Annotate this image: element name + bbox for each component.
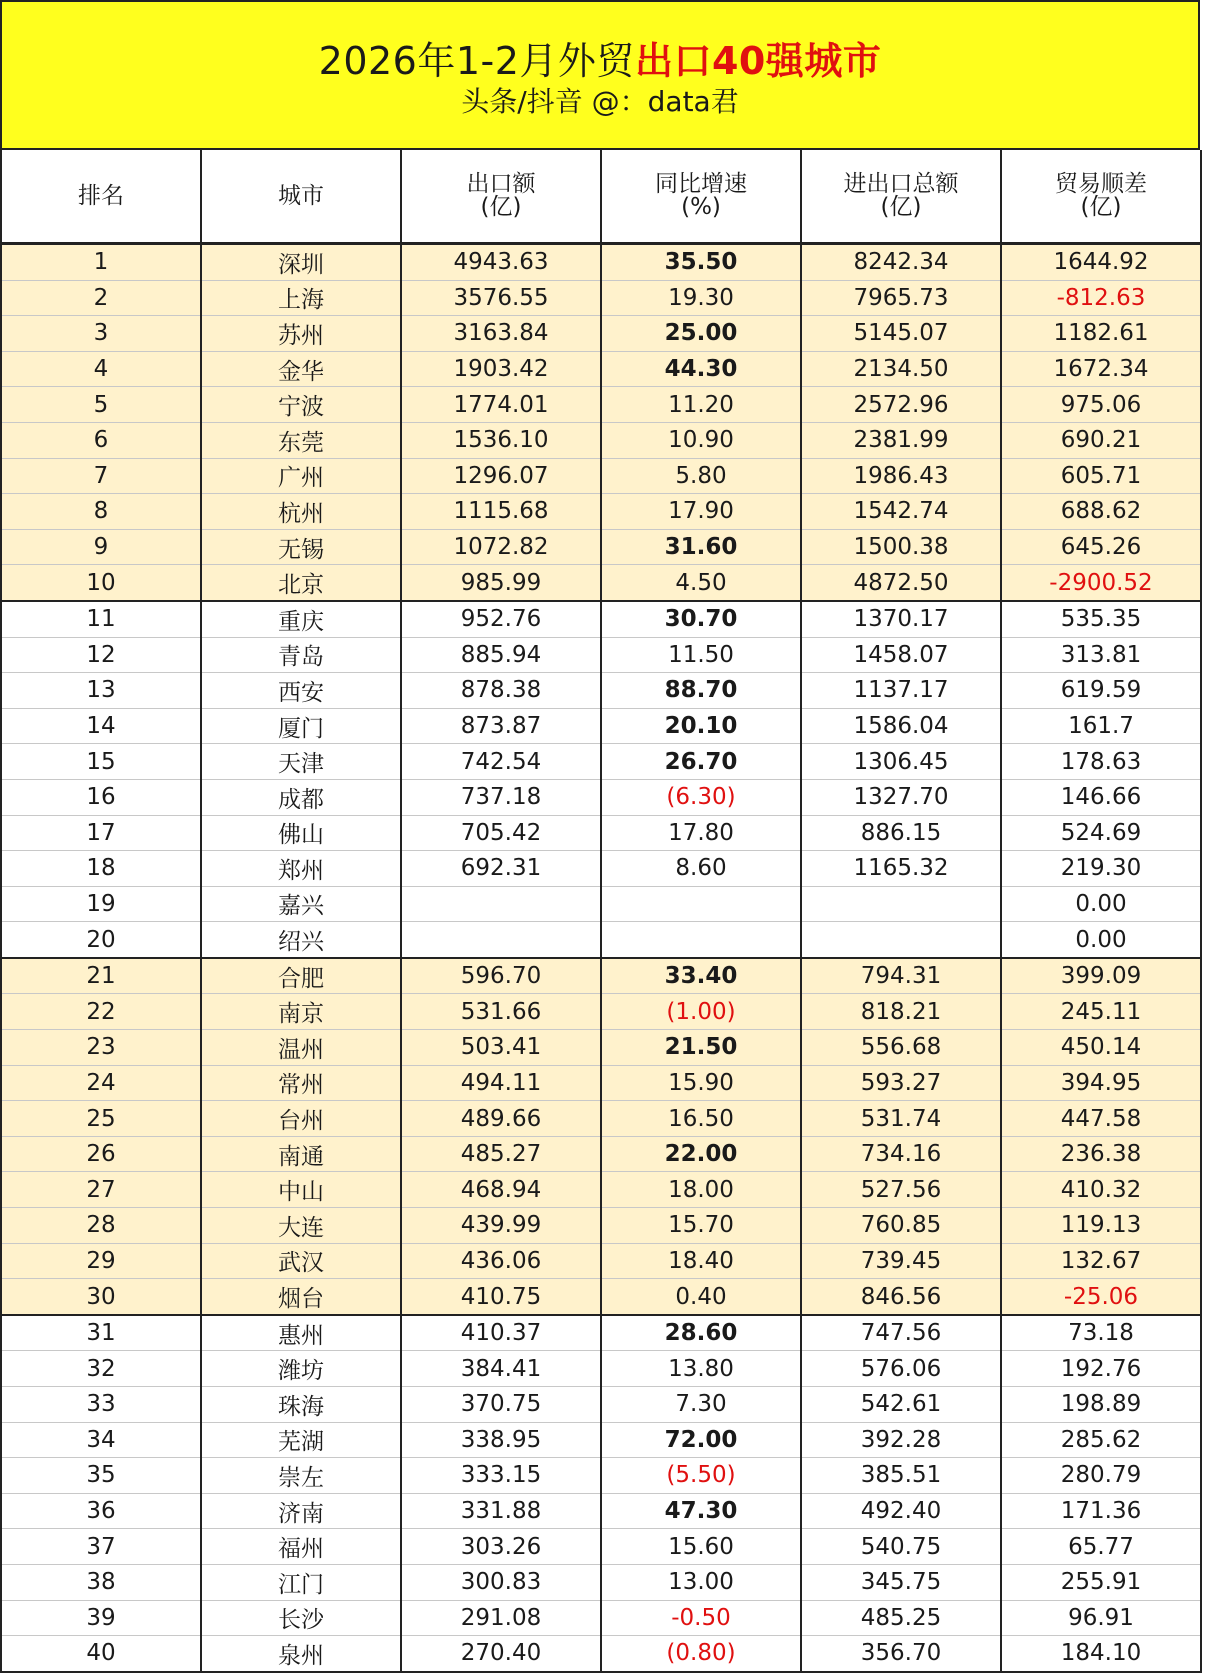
cell-city: 惠州 bbox=[201, 1315, 401, 1351]
cell-rank: 12 bbox=[1, 637, 201, 673]
cell-city: 南通 bbox=[201, 1136, 401, 1172]
cell-growth: 7.30 bbox=[601, 1387, 801, 1423]
cell-rank: 40 bbox=[1, 1636, 201, 1672]
cell-trade-surplus: 219.30 bbox=[1001, 851, 1201, 887]
cell-rank: 17 bbox=[1, 815, 201, 851]
cell-city: 杭州 bbox=[201, 494, 401, 530]
cell-city: 郑州 bbox=[201, 851, 401, 887]
cell-export: 1072.82 bbox=[401, 529, 601, 565]
table-row bbox=[1, 1636, 1201, 1672]
cell-trade-surplus: 171.36 bbox=[1001, 1493, 1201, 1529]
cell-growth: 72.00 bbox=[601, 1422, 801, 1458]
cell-total-trade: 356.70 bbox=[801, 1636, 1001, 1672]
cell-total-trade: 527.56 bbox=[801, 1172, 1001, 1208]
cell-trade-surplus: 65.77 bbox=[1001, 1529, 1201, 1565]
cell-city: 西安 bbox=[201, 673, 401, 709]
cell-export: 1115.68 bbox=[401, 494, 601, 530]
table-row bbox=[1, 958, 1201, 994]
cell-total-trade: 886.15 bbox=[801, 815, 1001, 851]
cell-city: 佛山 bbox=[201, 815, 401, 851]
cell-total-trade: 734.16 bbox=[801, 1136, 1001, 1172]
cell-city: 东莞 bbox=[201, 422, 401, 458]
cell-total-trade: 8242.34 bbox=[801, 244, 1001, 281]
cell-growth: 11.50 bbox=[601, 637, 801, 673]
cell-trade-surplus: -2900.52 bbox=[1001, 565, 1201, 601]
cell-rank: 29 bbox=[1, 1243, 201, 1279]
table-row bbox=[1, 316, 1201, 352]
cell-city: 武汉 bbox=[201, 1243, 401, 1279]
cell-city: 重庆 bbox=[201, 601, 401, 637]
cell-total-trade: 1986.43 bbox=[801, 458, 1001, 494]
cell-growth: 15.90 bbox=[601, 1065, 801, 1101]
cell-total-trade: 485.25 bbox=[801, 1600, 1001, 1636]
cell-trade-surplus: 447.58 bbox=[1001, 1101, 1201, 1137]
cell-rank: 18 bbox=[1, 851, 201, 887]
cell-city: 济南 bbox=[201, 1493, 401, 1529]
table-row bbox=[1, 922, 1201, 958]
cell-city: 中山 bbox=[201, 1172, 401, 1208]
cell-rank: 39 bbox=[1, 1600, 201, 1636]
cell-growth: 31.60 bbox=[601, 529, 801, 565]
cell-total-trade: 556.68 bbox=[801, 1030, 1001, 1066]
cell-trade-surplus: 605.71 bbox=[1001, 458, 1201, 494]
table-row bbox=[1, 529, 1201, 565]
cell-trade-surplus: 245.11 bbox=[1001, 994, 1201, 1030]
cell-total-trade: 747.56 bbox=[801, 1315, 1001, 1351]
cell-trade-surplus: 0.00 bbox=[1001, 886, 1201, 922]
cell-rank: 20 bbox=[1, 922, 201, 958]
cell-city: 南京 bbox=[201, 994, 401, 1030]
cell-growth: (5.50) bbox=[601, 1458, 801, 1494]
table-row bbox=[1, 1030, 1201, 1066]
table-row bbox=[1, 1493, 1201, 1529]
cell-total-trade: 760.85 bbox=[801, 1208, 1001, 1244]
cell-export: 705.42 bbox=[401, 815, 601, 851]
cell-city: 上海 bbox=[201, 280, 401, 316]
cell-export: 489.66 bbox=[401, 1101, 601, 1137]
cell-export: 303.26 bbox=[401, 1529, 601, 1565]
cell-city: 温州 bbox=[201, 1030, 401, 1066]
cell-export: 737.18 bbox=[401, 779, 601, 815]
cell-city: 长沙 bbox=[201, 1600, 401, 1636]
cell-export: 331.88 bbox=[401, 1493, 601, 1529]
cell-trade-surplus: 161.7 bbox=[1001, 708, 1201, 744]
cell-trade-surplus: 236.38 bbox=[1001, 1136, 1201, 1172]
cell-export: 439.99 bbox=[401, 1208, 601, 1244]
table-row bbox=[1, 244, 1201, 281]
cell-growth: 4.50 bbox=[601, 565, 801, 601]
cell-trade-surplus: 285.62 bbox=[1001, 1422, 1201, 1458]
cell-city: 苏州 bbox=[201, 316, 401, 352]
cell-rank: 27 bbox=[1, 1172, 201, 1208]
table-row bbox=[1, 708, 1201, 744]
cell-export: 985.99 bbox=[401, 565, 601, 601]
cell-export: 3163.84 bbox=[401, 316, 601, 352]
cell-growth: 47.30 bbox=[601, 1493, 801, 1529]
cell-trade-surplus: 688.62 bbox=[1001, 494, 1201, 530]
cell-trade-surplus: 255.91 bbox=[1001, 1564, 1201, 1600]
cell-export: 503.41 bbox=[401, 1030, 601, 1066]
cell-trade-surplus: 410.32 bbox=[1001, 1172, 1201, 1208]
cell-total-trade: 2572.96 bbox=[801, 387, 1001, 423]
export-ranking-table bbox=[0, 150, 1202, 1673]
cell-rank: 32 bbox=[1, 1351, 201, 1387]
cell-total-trade: 7965.73 bbox=[801, 280, 1001, 316]
cell-city: 厦门 bbox=[201, 708, 401, 744]
cell-total-trade bbox=[801, 886, 1001, 922]
table-row bbox=[1, 1458, 1201, 1494]
cell-export: 410.75 bbox=[401, 1279, 601, 1315]
table-row bbox=[1, 1564, 1201, 1600]
cell-city: 台州 bbox=[201, 1101, 401, 1137]
cell-total-trade: 345.75 bbox=[801, 1564, 1001, 1600]
cell-rank: 16 bbox=[1, 779, 201, 815]
cell-city: 常州 bbox=[201, 1065, 401, 1101]
cell-trade-surplus: 975.06 bbox=[1001, 387, 1201, 423]
cell-rank: 25 bbox=[1, 1101, 201, 1137]
cell-growth: 33.40 bbox=[601, 958, 801, 994]
cell-export: 436.06 bbox=[401, 1243, 601, 1279]
table-row bbox=[1, 387, 1201, 423]
cell-trade-surplus: 535.35 bbox=[1001, 601, 1201, 637]
cell-city: 天津 bbox=[201, 744, 401, 780]
table-row bbox=[1, 601, 1201, 637]
cell-growth: 8.60 bbox=[601, 851, 801, 887]
cell-total-trade: 1458.07 bbox=[801, 637, 1001, 673]
cell-city: 无锡 bbox=[201, 529, 401, 565]
cell-total-trade: 4872.50 bbox=[801, 565, 1001, 601]
table-row bbox=[1, 458, 1201, 494]
cell-trade-surplus: 73.18 bbox=[1001, 1315, 1201, 1351]
cell-growth: 13.00 bbox=[601, 1564, 801, 1600]
cell-trade-surplus: 192.76 bbox=[1001, 1351, 1201, 1387]
cell-rank: 14 bbox=[1, 708, 201, 744]
cell-total-trade: 593.27 bbox=[801, 1065, 1001, 1101]
column-header-growth: 同比增速 (%) bbox=[601, 150, 801, 244]
column-header-city: 城市 bbox=[201, 150, 401, 244]
cell-growth: 19.30 bbox=[601, 280, 801, 316]
cell-growth: 0.40 bbox=[601, 1279, 801, 1315]
cell-rank: 3 bbox=[1, 316, 201, 352]
cell-rank: 2 bbox=[1, 280, 201, 316]
cell-export: 270.40 bbox=[401, 1636, 601, 1672]
cell-growth: 30.70 bbox=[601, 601, 801, 637]
table-row bbox=[1, 1208, 1201, 1244]
table-row bbox=[1, 994, 1201, 1030]
cell-rank: 10 bbox=[1, 565, 201, 601]
column-header-trade-surplus: 贸易顺差 (亿) bbox=[1001, 150, 1201, 244]
cell-export: 878.38 bbox=[401, 673, 601, 709]
cell-city: 大连 bbox=[201, 1208, 401, 1244]
column-header-export: 出口额 (亿) bbox=[401, 150, 601, 244]
cell-city: 嘉兴 bbox=[201, 886, 401, 922]
cell-total-trade: 1586.04 bbox=[801, 708, 1001, 744]
cell-export: 1296.07 bbox=[401, 458, 601, 494]
cell-rank: 8 bbox=[1, 494, 201, 530]
cell-growth: 10.90 bbox=[601, 422, 801, 458]
cell-growth: 28.60 bbox=[601, 1315, 801, 1351]
cell-total-trade: 385.51 bbox=[801, 1458, 1001, 1494]
cell-total-trade: 818.21 bbox=[801, 994, 1001, 1030]
cell-city: 深圳 bbox=[201, 244, 401, 281]
table-row bbox=[1, 1136, 1201, 1172]
table-row bbox=[1, 1422, 1201, 1458]
cell-export: 952.76 bbox=[401, 601, 601, 637]
cell-growth: 26.70 bbox=[601, 744, 801, 780]
cell-rank: 5 bbox=[1, 387, 201, 423]
table-header-row bbox=[1, 150, 1201, 244]
cell-rank: 11 bbox=[1, 601, 201, 637]
table-row bbox=[1, 886, 1201, 922]
cell-city: 江门 bbox=[201, 1564, 401, 1600]
cell-export: 3576.55 bbox=[401, 280, 601, 316]
table-row bbox=[1, 1172, 1201, 1208]
cell-export: 596.70 bbox=[401, 958, 601, 994]
cell-city: 宁波 bbox=[201, 387, 401, 423]
table-row bbox=[1, 1387, 1201, 1423]
cell-growth bbox=[601, 922, 801, 958]
cell-city: 绍兴 bbox=[201, 922, 401, 958]
cell-rank: 37 bbox=[1, 1529, 201, 1565]
title-banner bbox=[0, 0, 1200, 150]
table-row bbox=[1, 1600, 1201, 1636]
cell-trade-surplus: 119.13 bbox=[1001, 1208, 1201, 1244]
cell-growth: 88.70 bbox=[601, 673, 801, 709]
cell-export: 1536.10 bbox=[401, 422, 601, 458]
cell-export: 468.94 bbox=[401, 1172, 601, 1208]
table-row bbox=[1, 494, 1201, 530]
cell-export: 370.75 bbox=[401, 1387, 601, 1423]
table-row bbox=[1, 1065, 1201, 1101]
cell-rank: 31 bbox=[1, 1315, 201, 1351]
cell-rank: 15 bbox=[1, 744, 201, 780]
cell-total-trade: 1327.70 bbox=[801, 779, 1001, 815]
table-row bbox=[1, 1101, 1201, 1137]
cell-city: 烟台 bbox=[201, 1279, 401, 1315]
cell-export: 1774.01 bbox=[401, 387, 601, 423]
cell-trade-surplus: 450.14 bbox=[1001, 1030, 1201, 1066]
cell-total-trade: 2134.50 bbox=[801, 351, 1001, 387]
cell-rank: 34 bbox=[1, 1422, 201, 1458]
cell-total-trade: 1370.17 bbox=[801, 601, 1001, 637]
cell-total-trade: 794.31 bbox=[801, 958, 1001, 994]
cell-rank: 1 bbox=[1, 244, 201, 281]
cell-total-trade: 1165.32 bbox=[801, 851, 1001, 887]
cell-total-trade: 846.56 bbox=[801, 1279, 1001, 1315]
cell-rank: 6 bbox=[1, 422, 201, 458]
cell-growth: (1.00) bbox=[601, 994, 801, 1030]
cell-growth: 35.50 bbox=[601, 244, 801, 281]
title-prefix: 2026年1-2月外贸 bbox=[318, 39, 635, 83]
cell-trade-surplus: 645.26 bbox=[1001, 529, 1201, 565]
cell-growth: (6.30) bbox=[601, 779, 801, 815]
cell-total-trade: 392.28 bbox=[801, 1422, 1001, 1458]
table-row bbox=[1, 851, 1201, 887]
table-row bbox=[1, 1315, 1201, 1351]
table-row bbox=[1, 815, 1201, 851]
cell-export: 885.94 bbox=[401, 637, 601, 673]
cell-growth bbox=[601, 886, 801, 922]
cell-city: 潍坊 bbox=[201, 1351, 401, 1387]
cell-export: 494.11 bbox=[401, 1065, 601, 1101]
cell-city: 北京 bbox=[201, 565, 401, 601]
table-row bbox=[1, 1351, 1201, 1387]
cell-city: 青岛 bbox=[201, 637, 401, 673]
cell-total-trade: 1542.74 bbox=[801, 494, 1001, 530]
table-row bbox=[1, 565, 1201, 601]
table-row bbox=[1, 637, 1201, 673]
table-row bbox=[1, 744, 1201, 780]
cell-export: 384.41 bbox=[401, 1351, 601, 1387]
cell-export: 531.66 bbox=[401, 994, 601, 1030]
cell-rank: 9 bbox=[1, 529, 201, 565]
cell-city: 广州 bbox=[201, 458, 401, 494]
table-row bbox=[1, 1529, 1201, 1565]
table-body bbox=[1, 244, 1201, 1672]
cell-export bbox=[401, 922, 601, 958]
cell-total-trade: 739.45 bbox=[801, 1243, 1001, 1279]
cell-city: 成都 bbox=[201, 779, 401, 815]
cell-growth: -0.50 bbox=[601, 1600, 801, 1636]
cell-growth: 18.40 bbox=[601, 1243, 801, 1279]
cell-growth: 18.00 bbox=[601, 1172, 801, 1208]
cell-city: 金华 bbox=[201, 351, 401, 387]
cell-growth: 16.50 bbox=[601, 1101, 801, 1137]
cell-growth: 44.30 bbox=[601, 351, 801, 387]
cell-growth: 22.00 bbox=[601, 1136, 801, 1172]
cell-rank: 7 bbox=[1, 458, 201, 494]
cell-trade-surplus: 280.79 bbox=[1001, 1458, 1201, 1494]
cell-export: 873.87 bbox=[401, 708, 601, 744]
column-header-rank: 排名 bbox=[1, 150, 201, 244]
cell-total-trade bbox=[801, 922, 1001, 958]
cell-city: 泉州 bbox=[201, 1636, 401, 1672]
column-header-total-trade: 进出口总额 (亿) bbox=[801, 150, 1001, 244]
cell-rank: 28 bbox=[1, 1208, 201, 1244]
cell-trade-surplus: 178.63 bbox=[1001, 744, 1201, 780]
cell-city: 福州 bbox=[201, 1529, 401, 1565]
cell-export: 742.54 bbox=[401, 744, 601, 780]
cell-export: 692.31 bbox=[401, 851, 601, 887]
cell-total-trade: 2381.99 bbox=[801, 422, 1001, 458]
cell-growth: 11.20 bbox=[601, 387, 801, 423]
cell-trade-surplus: 399.09 bbox=[1001, 958, 1201, 994]
cell-total-trade: 531.74 bbox=[801, 1101, 1001, 1137]
cell-export: 4943.63 bbox=[401, 244, 601, 281]
cell-trade-surplus: 146.66 bbox=[1001, 779, 1201, 815]
cell-rank: 19 bbox=[1, 886, 201, 922]
cell-city: 合肥 bbox=[201, 958, 401, 994]
cell-trade-surplus: 524.69 bbox=[1001, 815, 1201, 851]
cell-trade-surplus: 1182.61 bbox=[1001, 316, 1201, 352]
cell-rank: 38 bbox=[1, 1564, 201, 1600]
cell-rank: 21 bbox=[1, 958, 201, 994]
cell-rank: 26 bbox=[1, 1136, 201, 1172]
cell-trade-surplus: 313.81 bbox=[1001, 637, 1201, 673]
cell-trade-surplus: -25.06 bbox=[1001, 1279, 1201, 1315]
cell-trade-surplus: 690.21 bbox=[1001, 422, 1201, 458]
cell-export: 300.83 bbox=[401, 1564, 601, 1600]
table-row bbox=[1, 1243, 1201, 1279]
cell-growth: 13.80 bbox=[601, 1351, 801, 1387]
cell-export: 1903.42 bbox=[401, 351, 601, 387]
cell-city: 珠海 bbox=[201, 1387, 401, 1423]
cell-growth: 15.60 bbox=[601, 1529, 801, 1565]
cell-trade-surplus: 184.10 bbox=[1001, 1636, 1201, 1672]
cell-trade-surplus: 1672.34 bbox=[1001, 351, 1201, 387]
cell-city: 芜湖 bbox=[201, 1422, 401, 1458]
page-subtitle: 头条/抖音 @：data君 bbox=[461, 85, 739, 118]
cell-rank: 33 bbox=[1, 1387, 201, 1423]
cell-growth: 17.80 bbox=[601, 815, 801, 851]
cell-rank: 24 bbox=[1, 1065, 201, 1101]
cell-export: 410.37 bbox=[401, 1315, 601, 1351]
cell-total-trade: 5145.07 bbox=[801, 316, 1001, 352]
cell-rank: 22 bbox=[1, 994, 201, 1030]
cell-export: 485.27 bbox=[401, 1136, 601, 1172]
cell-trade-surplus: -812.63 bbox=[1001, 280, 1201, 316]
cell-total-trade: 540.75 bbox=[801, 1529, 1001, 1565]
cell-total-trade: 1500.38 bbox=[801, 529, 1001, 565]
table-row bbox=[1, 673, 1201, 709]
cell-trade-surplus: 198.89 bbox=[1001, 1387, 1201, 1423]
cell-growth: 20.10 bbox=[601, 708, 801, 744]
cell-growth: 15.70 bbox=[601, 1208, 801, 1244]
cell-trade-surplus: 0.00 bbox=[1001, 922, 1201, 958]
table-row bbox=[1, 351, 1201, 387]
cell-rank: 13 bbox=[1, 673, 201, 709]
table-row bbox=[1, 280, 1201, 316]
cell-trade-surplus: 96.91 bbox=[1001, 1600, 1201, 1636]
cell-export: 291.08 bbox=[401, 1600, 601, 1636]
cell-trade-surplus: 394.95 bbox=[1001, 1065, 1201, 1101]
cell-total-trade: 1306.45 bbox=[801, 744, 1001, 780]
cell-export: 338.95 bbox=[401, 1422, 601, 1458]
cell-growth: 25.00 bbox=[601, 316, 801, 352]
cell-rank: 36 bbox=[1, 1493, 201, 1529]
table-row bbox=[1, 779, 1201, 815]
cell-total-trade: 1137.17 bbox=[801, 673, 1001, 709]
cell-growth: 17.90 bbox=[601, 494, 801, 530]
cell-trade-surplus: 132.67 bbox=[1001, 1243, 1201, 1279]
cell-trade-surplus: 1644.92 bbox=[1001, 244, 1201, 281]
cell-rank: 4 bbox=[1, 351, 201, 387]
cell-rank: 30 bbox=[1, 1279, 201, 1315]
table-row bbox=[1, 1279, 1201, 1315]
cell-total-trade: 492.40 bbox=[801, 1493, 1001, 1529]
cell-rank: 23 bbox=[1, 1030, 201, 1066]
cell-export bbox=[401, 886, 601, 922]
page-title bbox=[2, 30, 1198, 85]
cell-growth: 5.80 bbox=[601, 458, 801, 494]
cell-city: 崇左 bbox=[201, 1458, 401, 1494]
title-highlight: 出口40强城市 bbox=[634, 39, 882, 83]
cell-export: 333.15 bbox=[401, 1458, 601, 1494]
cell-growth: (0.80) bbox=[601, 1636, 801, 1672]
cell-rank: 35 bbox=[1, 1458, 201, 1494]
cell-total-trade: 576.06 bbox=[801, 1351, 1001, 1387]
cell-growth: 21.50 bbox=[601, 1030, 801, 1066]
cell-trade-surplus: 619.59 bbox=[1001, 673, 1201, 709]
table-row bbox=[1, 422, 1201, 458]
cell-total-trade: 542.61 bbox=[801, 1387, 1001, 1423]
